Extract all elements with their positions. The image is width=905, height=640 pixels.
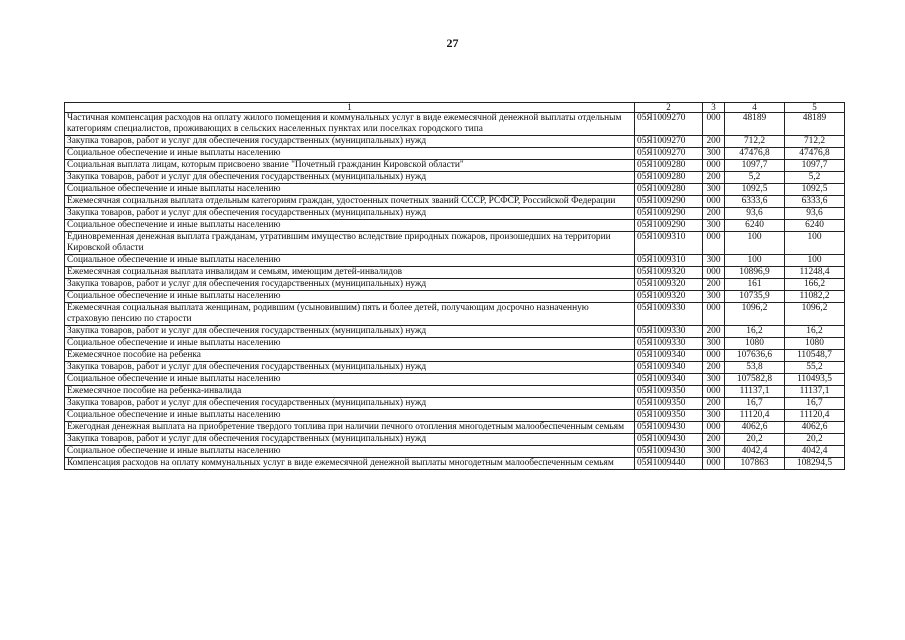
row-value-1-cell: 11137,1 (725, 386, 785, 398)
row-code-cell: 05Я1009310 (635, 255, 703, 267)
table-row (65, 398, 845, 410)
row-code-cell: 05Я1009430 (635, 422, 703, 434)
row-value-1-cell: 11120,4 (725, 410, 785, 422)
row-kvr-cell: 200 (703, 136, 725, 148)
row-value-1-cell: 1096,2 (725, 303, 785, 326)
row-value-2-cell: 110548,7 (785, 350, 845, 362)
row-value-2-cell: 1092,5 (785, 184, 845, 196)
row-name-cell: Социальное обеспечение и иные выплаты населению (65, 220, 635, 232)
row-value-1-cell: 1097,7 (725, 160, 785, 172)
row-value-1-cell: 20,2 (725, 434, 785, 446)
row-code-cell: 05Я1009290 (635, 220, 703, 232)
row-kvr-cell: 300 (703, 148, 725, 160)
row-kvr-cell: 200 (703, 398, 725, 410)
row-value-2-cell: 100 (785, 232, 845, 255)
row-value-1-cell: 100 (725, 255, 785, 267)
row-value-1-cell: 107582,8 (725, 374, 785, 386)
table-row (65, 148, 845, 160)
row-value-2-cell: 48189 (785, 113, 845, 136)
row-value-1-cell: 6240 (725, 220, 785, 232)
row-kvr-cell: 300 (703, 374, 725, 386)
row-code-cell: 05Я1009310 (635, 232, 703, 255)
row-name-cell: Компенсация расходов на оплату коммунальных услуг в виде ежемесячной денежной выплаты многодетным малообеспеченным семьям (65, 458, 635, 470)
row-value-2-cell: 110493,5 (785, 374, 845, 386)
row-code-cell: 05Я1009280 (635, 184, 703, 196)
table-row (65, 220, 845, 232)
row-kvr-cell: 000 (703, 267, 725, 279)
row-value-2-cell: 93,6 (785, 208, 845, 220)
page-number: 27 (446, 36, 459, 50)
row-name-cell: Закупка товаров, работ и услуг для обеспечения государственных (муниципальных) нужд (65, 172, 635, 184)
table-row (65, 350, 845, 362)
row-value-2-cell: 11137,1 (785, 386, 845, 398)
budget-table-container (64, 102, 844, 470)
table-row (65, 279, 845, 291)
row-code-cell: 05Я1009280 (635, 172, 703, 184)
header-row (65, 103, 845, 113)
row-value-2-cell: 5,2 (785, 172, 845, 184)
row-kvr-cell: 000 (703, 303, 725, 326)
row-value-2-cell: 166,2 (785, 279, 845, 291)
row-code-cell: 05Я1009290 (635, 208, 703, 220)
row-name-cell: Ежемесячное пособие на ребенка (65, 350, 635, 362)
row-kvr-cell: 000 (703, 386, 725, 398)
row-code-cell: 05Я1009340 (635, 374, 703, 386)
row-name-cell: Ежемесячная социальная выплата инвалидам и семьям, имеющим детей-инвалидов (65, 267, 635, 279)
row-kvr-cell: 200 (703, 172, 725, 184)
table-row (65, 374, 845, 386)
table-row (65, 160, 845, 172)
row-name-cell: Социальная выплата лицам, которым присвоено звание "Почетный гражданин Кировской области" (65, 160, 635, 172)
row-value-2-cell: 20,2 (785, 434, 845, 446)
row-value-2-cell: 11120,4 (785, 410, 845, 422)
table-body (65, 113, 845, 470)
table-row (65, 113, 845, 136)
row-code-cell: 05Я1009350 (635, 398, 703, 410)
row-code-cell: 05Я1009270 (635, 113, 703, 136)
row-kvr-cell: 000 (703, 422, 725, 434)
row-name-cell: Единовременная денежная выплата гражданам, утратившим имущество вследствие природных пожаров, произошедших на территории Кировской области (65, 232, 635, 255)
row-name-cell: Социальное обеспечение и иные выплаты населению (65, 338, 635, 350)
row-kvr-cell: 300 (703, 184, 725, 196)
row-kvr-cell: 000 (703, 160, 725, 172)
row-code-cell: 05Я1009270 (635, 136, 703, 148)
table-row (65, 208, 845, 220)
table-row (65, 362, 845, 374)
row-kvr-cell: 200 (703, 434, 725, 446)
budget-table (64, 102, 845, 470)
table-row (65, 172, 845, 184)
row-kvr-cell: 000 (703, 196, 725, 208)
table-row (65, 458, 845, 470)
row-value-1-cell: 93,6 (725, 208, 785, 220)
header-cell-3: 3 (703, 103, 725, 113)
row-value-1-cell: 4042,4 (725, 446, 785, 458)
row-code-cell: 05Я1009320 (635, 291, 703, 303)
row-kvr-cell: 200 (703, 326, 725, 338)
row-code-cell: 05Я1009270 (635, 148, 703, 160)
row-value-1-cell: 107863 (725, 458, 785, 470)
row-name-cell: Закупка товаров, работ и услуг для обеспечения государственных (муниципальных) нужд (65, 326, 635, 338)
row-kvr-cell: 200 (703, 279, 725, 291)
row-kvr-cell: 300 (703, 291, 725, 303)
row-name-cell: Ежемесячная социальная выплата женщинам, родившим (усыновившим) пять и более детей, получающим досрочно назначенную страховую пенсию по старости (65, 303, 635, 326)
row-code-cell: 05Я1009350 (635, 410, 703, 422)
row-value-1-cell: 47476,8 (725, 148, 785, 160)
row-value-1-cell: 712,2 (725, 136, 785, 148)
row-value-1-cell: 100 (725, 232, 785, 255)
row-value-1-cell: 16,7 (725, 398, 785, 410)
row-value-2-cell: 16,7 (785, 398, 845, 410)
row-name-cell: Закупка товаров, работ и услуг для обеспечения государственных (муниципальных) нужд (65, 279, 635, 291)
row-name-cell: Ежемесячное пособие на ребенка-инвалида (65, 386, 635, 398)
row-name-cell: Закупка товаров, работ и услуг для обеспечения государственных (муниципальных) нужд (65, 208, 635, 220)
header-cell-4: 4 (725, 103, 785, 113)
row-kvr-cell: 000 (703, 232, 725, 255)
table-row (65, 303, 845, 326)
row-value-1-cell: 1080 (725, 338, 785, 350)
row-name-cell: Социальное обеспечение и иные выплаты населению (65, 410, 635, 422)
table-row (65, 386, 845, 398)
row-name-cell: Закупка товаров, работ и услуг для обеспечения государственных (муниципальных) нужд (65, 398, 635, 410)
row-value-2-cell: 11248,4 (785, 267, 845, 279)
table-row (65, 291, 845, 303)
header-cell-1: 1 (65, 103, 635, 113)
row-code-cell: 05Я1009350 (635, 386, 703, 398)
row-kvr-cell: 000 (703, 113, 725, 136)
row-kvr-cell: 000 (703, 458, 725, 470)
row-value-2-cell: 6240 (785, 220, 845, 232)
table-row (65, 267, 845, 279)
row-value-2-cell: 16,2 (785, 326, 845, 338)
row-name-cell: Закупка товаров, работ и услуг для обеспечения государственных (муниципальных) нужд (65, 136, 635, 148)
row-value-2-cell: 55,2 (785, 362, 845, 374)
row-value-2-cell: 108294,5 (785, 458, 845, 470)
row-code-cell: 05Я1009320 (635, 267, 703, 279)
row-code-cell: 05Я1009340 (635, 350, 703, 362)
row-value-1-cell: 10735,9 (725, 291, 785, 303)
row-value-2-cell: 100 (785, 255, 845, 267)
row-code-cell: 05Я1009330 (635, 303, 703, 326)
row-code-cell: 05Я1009440 (635, 458, 703, 470)
header-cell-5: 5 (785, 103, 845, 113)
row-kvr-cell: 200 (703, 362, 725, 374)
row-name-cell: Частичная компенсация расходов на оплату жилого помещения и коммунальных услуг в виде ежемесячной денежной выплаты отдельным категориям специалистов, проживающих в сельских населенных пунктах или поселках городского типа (65, 113, 635, 136)
table-row (65, 136, 845, 148)
table-row (65, 196, 845, 208)
row-value-2-cell: 11082,2 (785, 291, 845, 303)
row-code-cell: 05Я1009290 (635, 196, 703, 208)
row-kvr-cell: 300 (703, 410, 725, 422)
row-name-cell: Социальное обеспечение и иные выплаты населению (65, 255, 635, 267)
row-value-2-cell: 4042,4 (785, 446, 845, 458)
table-row (65, 446, 845, 458)
table-row (65, 255, 845, 267)
row-code-cell: 05Я1009280 (635, 160, 703, 172)
row-name-cell: Социальное обеспечение и иные выплаты населению (65, 374, 635, 386)
row-value-1-cell: 161 (725, 279, 785, 291)
row-name-cell: Социальное обеспечение и иные выплаты населению (65, 148, 635, 160)
row-value-1-cell: 1092,5 (725, 184, 785, 196)
row-value-1-cell: 5,2 (725, 172, 785, 184)
row-value-2-cell: 47476,8 (785, 148, 845, 160)
row-value-2-cell: 1097,7 (785, 160, 845, 172)
table-row (65, 338, 845, 350)
row-name-cell: Социальное обеспечение и иные выплаты населению (65, 184, 635, 196)
table-row (65, 410, 845, 422)
row-value-1-cell: 16,2 (725, 326, 785, 338)
row-value-1-cell: 10896,9 (725, 267, 785, 279)
row-value-2-cell: 6333,6 (785, 196, 845, 208)
row-kvr-cell: 300 (703, 446, 725, 458)
table-row (65, 184, 845, 196)
row-code-cell: 05Я1009340 (635, 362, 703, 374)
row-value-2-cell: 712,2 (785, 136, 845, 148)
row-name-cell: Ежемесячная социальная выплата отдельным категориям граждан, удостоенных почетных званий СССР, РСФСР, Российской Федерации (65, 196, 635, 208)
row-code-cell: 05Я1009430 (635, 446, 703, 458)
row-value-1-cell: 6333,6 (725, 196, 785, 208)
row-kvr-cell: 300 (703, 220, 725, 232)
row-value-2-cell: 4062,6 (785, 422, 845, 434)
row-value-1-cell: 4062,6 (725, 422, 785, 434)
table-row (65, 326, 845, 338)
header-cell-2: 2 (635, 103, 703, 113)
row-kvr-cell: 200 (703, 208, 725, 220)
row-name-cell: Закупка товаров, работ и услуг для обеспечения государственных (муниципальных) нужд (65, 434, 635, 446)
row-code-cell: 05Я1009430 (635, 434, 703, 446)
table-row (65, 232, 845, 255)
row-kvr-cell: 300 (703, 338, 725, 350)
row-value-2-cell: 1096,2 (785, 303, 845, 326)
row-name-cell: Ежегодная денежная выплата на приобретение твердого топлива при наличии печного отопления многодетным малообеспеченным семьям (65, 422, 635, 434)
table-row (65, 422, 845, 434)
row-value-1-cell: 53,8 (725, 362, 785, 374)
row-kvr-cell: 300 (703, 255, 725, 267)
row-value-1-cell: 48189 (725, 113, 785, 136)
row-code-cell: 05Я1009330 (635, 338, 703, 350)
row-name-cell: Закупка товаров, работ и услуг для обеспечения государственных (муниципальных) нужд (65, 362, 635, 374)
row-name-cell: Социальное обеспечение и иные выплаты населению (65, 291, 635, 303)
table-row (65, 434, 845, 446)
row-code-cell: 05Я1009330 (635, 326, 703, 338)
row-kvr-cell: 000 (703, 350, 725, 362)
row-code-cell: 05Я1009320 (635, 279, 703, 291)
row-name-cell: Социальное обеспечение и иные выплаты населению (65, 446, 635, 458)
row-value-1-cell: 107636,6 (725, 350, 785, 362)
row-value-2-cell: 1080 (785, 338, 845, 350)
